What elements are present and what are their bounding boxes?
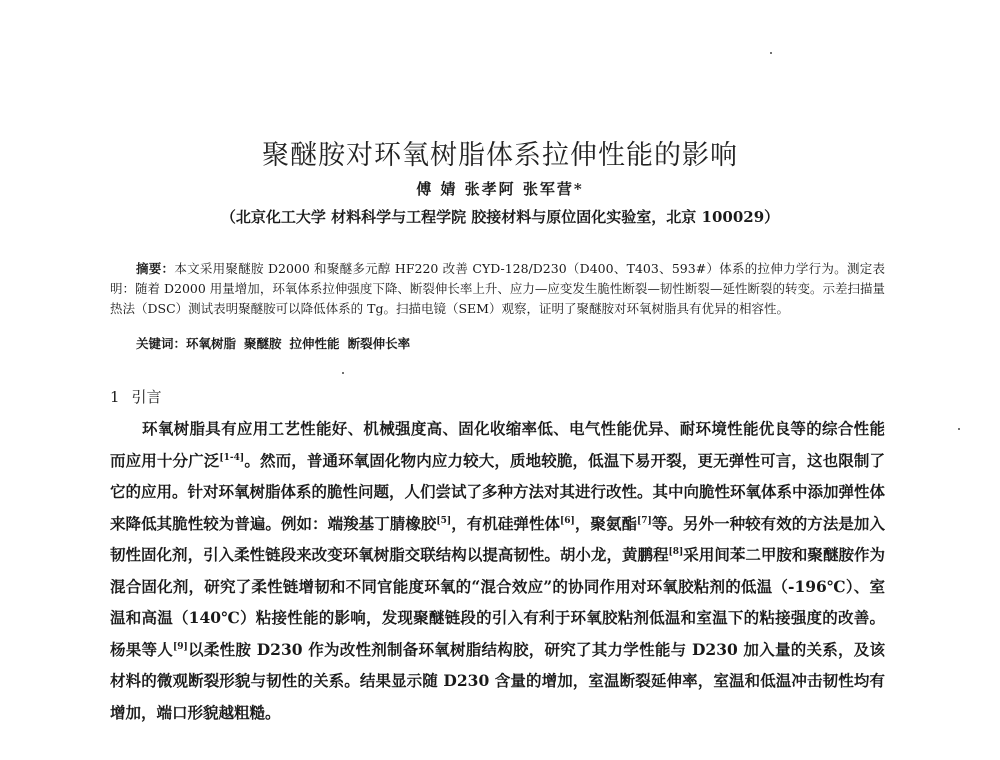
citation: [7]	[637, 515, 652, 526]
citation: [6]	[560, 515, 575, 526]
citation: [9]	[173, 641, 188, 652]
abstract	[110, 259, 885, 319]
section-title: 引言	[131, 388, 162, 406]
keyword: 聚醚胺	[244, 336, 282, 351]
keyword: 环氧树脂	[186, 336, 237, 351]
body-text-segment: 等。另外一种较有效的方法是加入韧性固化剂，引入柔性链段来改变环氧树脂交联结构以提高韧性。胡小龙，黄鹏程	[110, 513, 885, 564]
keyword: 断裂伸长率	[347, 336, 411, 351]
body-text-segment: ，有机硅弹性体	[451, 513, 561, 533]
keywords	[136, 335, 886, 353]
section-heading	[110, 386, 162, 407]
author-list: 傅 婧 张孝阿 张军营*	[416, 180, 584, 198]
citation: [5]	[436, 515, 452, 526]
affiliation: （北京化工大学 材料科学与工程学院 胶接材料与原位固化实验室，北京 100029）	[220, 208, 780, 226]
abstract-text: 本文采用聚醚胺 D2000 和聚醚多元醇 HF220 改善 CYD-128/D230（D400、T403、593#）体系的拉伸力学行为。测定表明：随着 D2000 用量增加，环氧体系拉伸强度下降、断裂伸长率上升、应力—应变发生脆性断裂—韧性断裂—延性断裂的转变。示差扫描量热法（DSC）测试表明聚醚胺可以降低体系的 Tg。扫描电镜（SEM）观察，证明了聚醚胺对环氧树脂具有优异的相容性。	[110, 261, 885, 316]
scan-speck	[958, 428, 960, 430]
keywords-label: 关键词：	[136, 336, 187, 351]
abstract-label: 摘要：	[136, 261, 175, 276]
body-text-segment: 以柔性胺 D230 作为改性剂制备环氧树脂结构胶，研究了其力学性能与 D230 加入量的关系，及该材料的微观断裂形貌与韧性的关系。结果显示随 D230 含量的增加，室温断裂延伸率，室温和低温冲击韧性均有增加，端口形貌越粗糙。	[110, 639, 885, 722]
body-text-segment: ，聚氨酯	[574, 513, 638, 533]
paper-title: 聚醚胺对环氧树脂体系拉伸性能的影响	[262, 140, 738, 171]
section-number: 1	[110, 388, 120, 406]
keyword: 拉伸性能	[289, 336, 340, 351]
body-paragraph	[110, 413, 885, 728]
citation: [1-4]	[219, 452, 245, 463]
scan-speck	[342, 372, 344, 374]
citation: [8]	[668, 547, 684, 557]
body-text-segment: 采用间苯二甲胺和聚醚胺作为混合固化剂，研究了柔性链增韧和不同官能度环氧的“混合效应”的协同作用对环氧胶粘剂的低温（-196℃）、室温和高温（140℃）粘接性能的影响，发现聚醚链段的引入有利于环氧胶粘剂低温和室温下的粘接强度的改善。杨果等人	[110, 545, 885, 659]
body-text-segment: 环氧树脂具有应用工艺性能好、机械强度高、固化收缩率低、电气性能优异、耐环境性能优良等的综合性能而应用十分广泛	[110, 419, 885, 470]
scan-speck	[770, 52, 772, 54]
body-text-segment: 。然而，普通环氧固化物内应力较大，质地较脆，低温下易开裂，更无弹性可言，这也限制了它的应用。针对环氧树脂体系的脆性问题，人们尝试了多种方法对其进行改性。其中向脆性环氧体系中添加弹性体来降低其脆性较为普遍。例如：端羧基丁腈橡胶	[110, 450, 886, 533]
